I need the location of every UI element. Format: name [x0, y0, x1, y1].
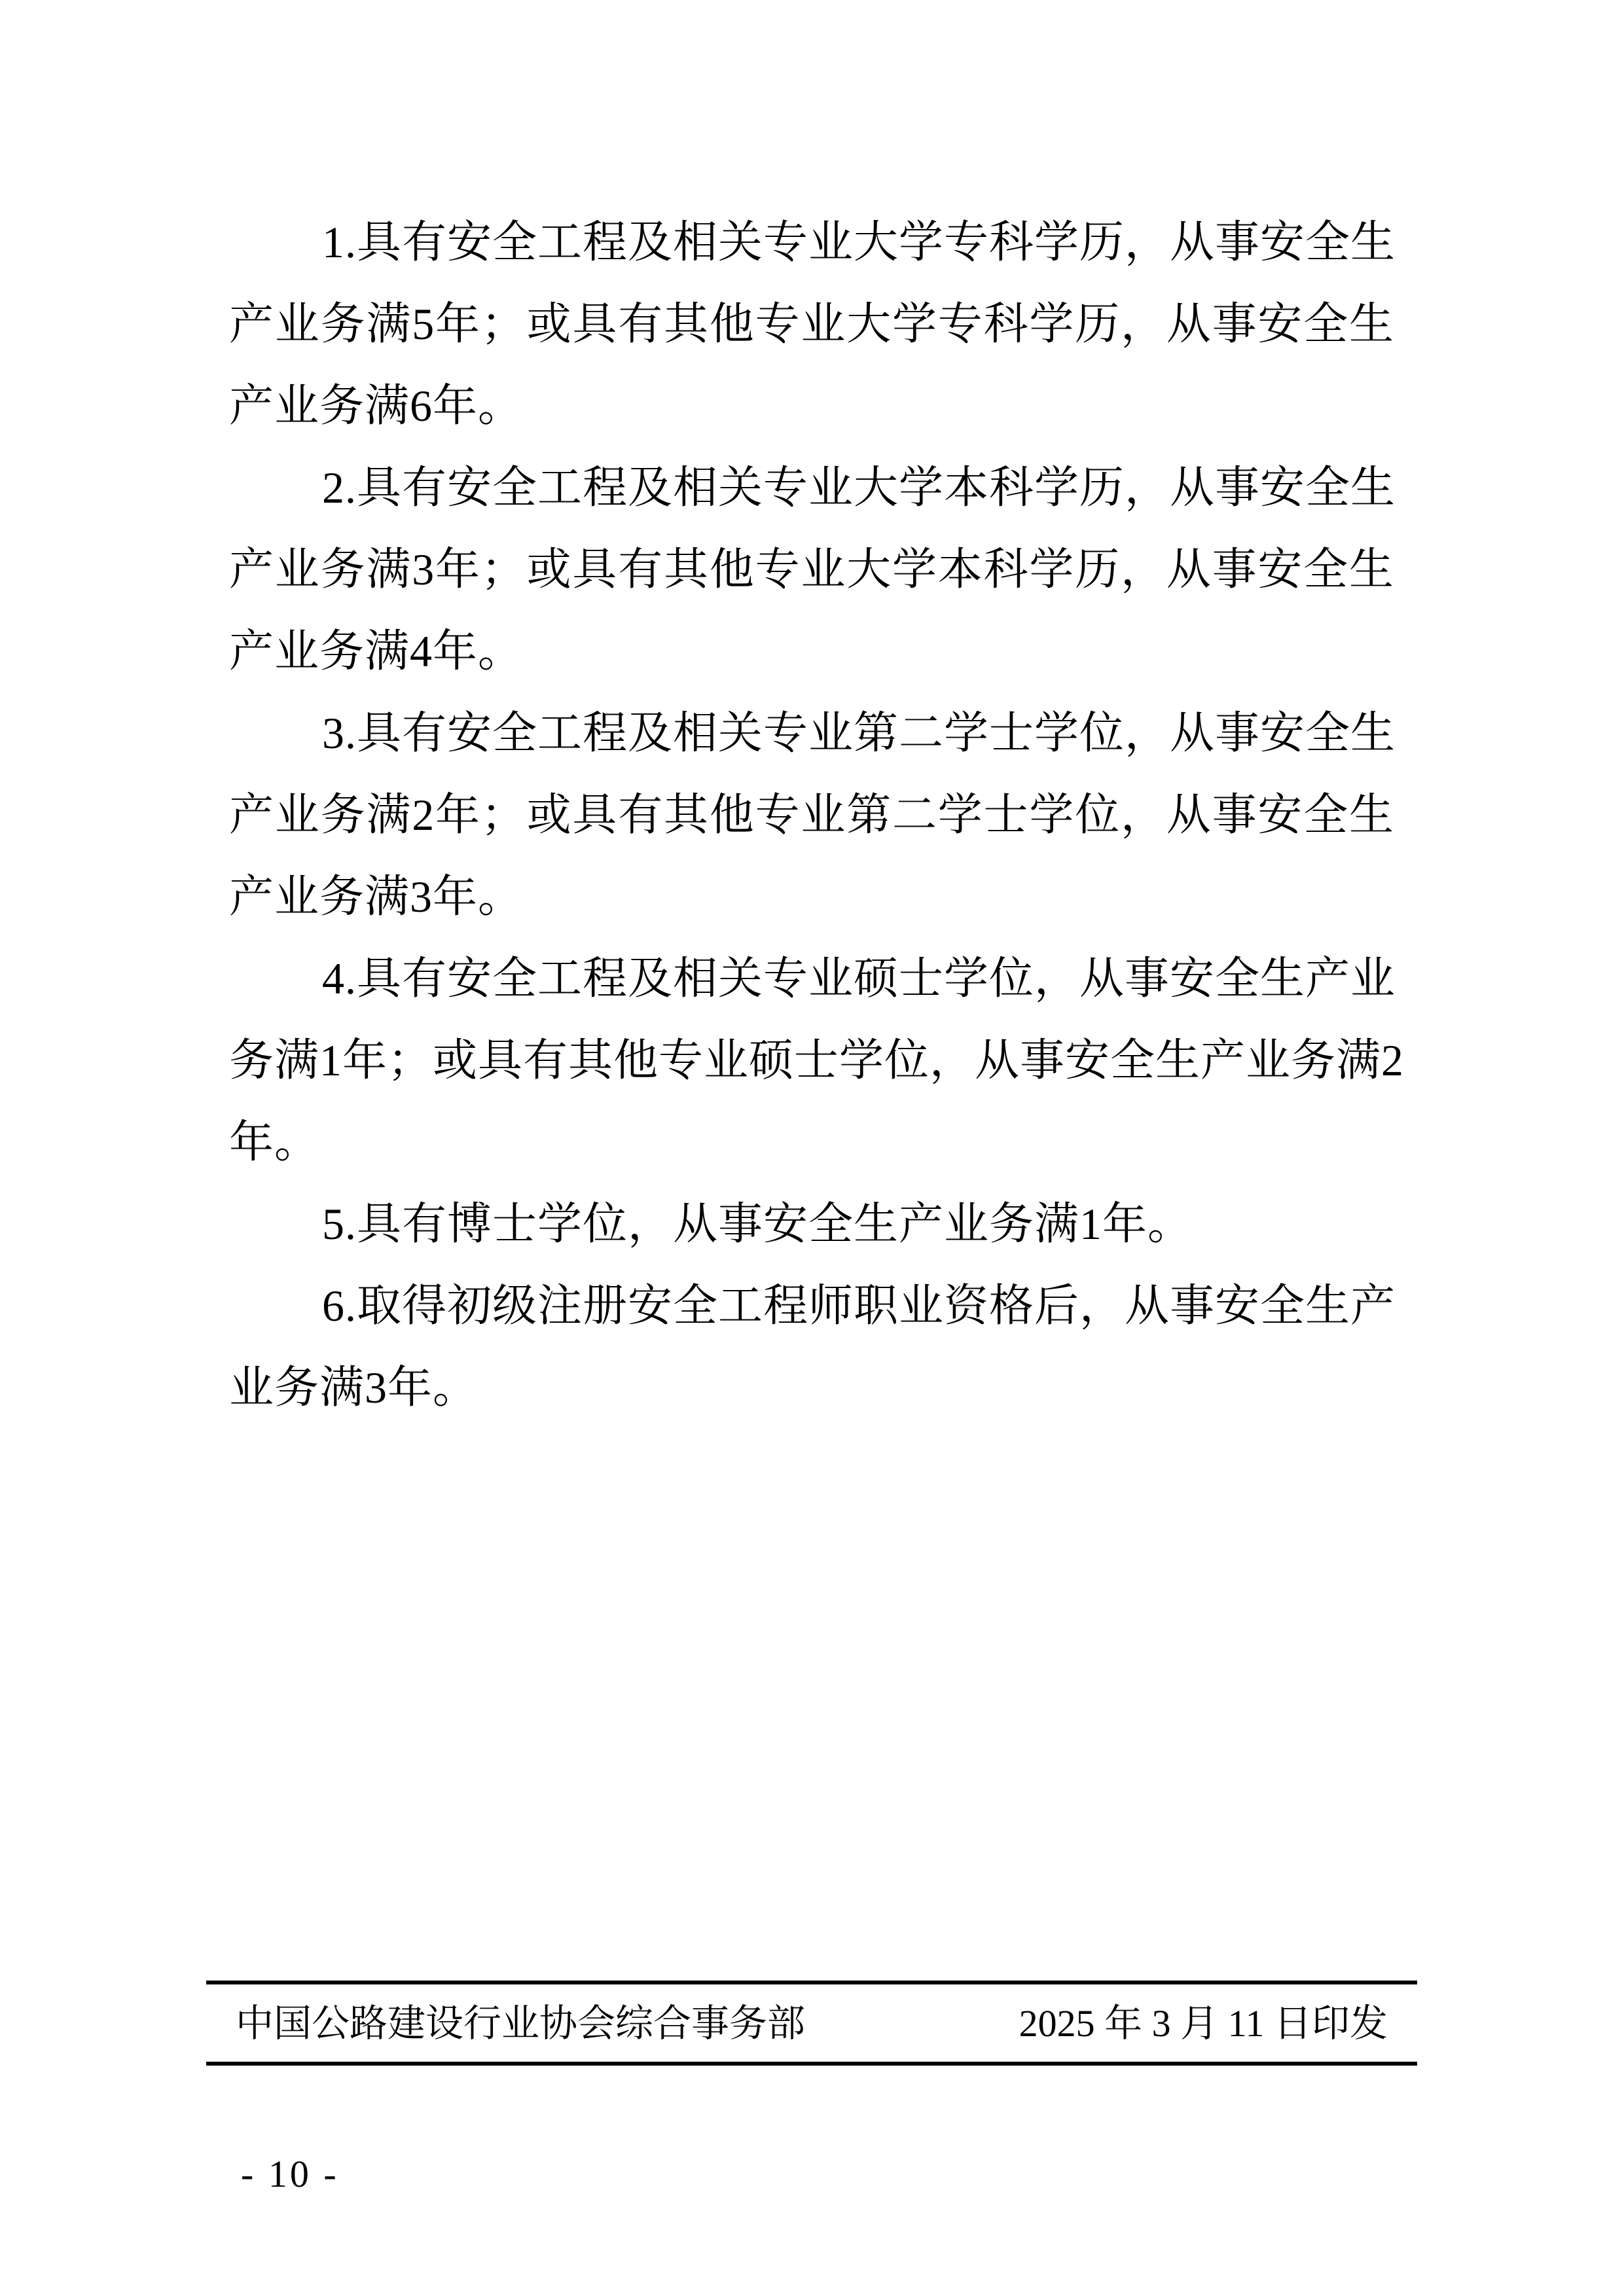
paragraph-4-line-3: 年。 [229, 1117, 320, 1167]
paragraph-3-line-2: 产业务满2年；或具有其他专业第二学士学位，从事安全生 [229, 790, 1394, 840]
paragraph-5-line-1: 5.具有博士学位，从事安全生产业务满1年。 [322, 1199, 1193, 1249]
page-number: - 10 - [241, 2153, 339, 2195]
paragraph-1-line-1: 1.具有安全工程及相关专业大学专科学历，从事安全生 [322, 217, 1396, 267]
paragraph-3-line-3: 产业务满3年。 [229, 872, 524, 922]
footer-print-date: 2025 年 3 月 11 日印发 [1019, 2002, 1388, 2045]
footer-top-rule [206, 1981, 1417, 1984]
paragraph-1-line-3: 产业务满6年。 [229, 381, 524, 431]
paragraph-1-line-2: 产业务满5年；或具有其他专业大学专科学历，从事安全生 [229, 299, 1394, 349]
paragraph-2-line-1: 2.具有安全工程及相关专业大学本科学历，从事安全生 [322, 463, 1396, 512]
paragraph-2 [229, 447, 1394, 692]
paragraph-4-line-2: 务满1年；或具有其他专业硕士学位，从事安全生产业务满2 [229, 1035, 1405, 1085]
footer-bottom-rule [206, 2062, 1417, 2066]
paragraph-6-line-2: 业务满3年。 [229, 1363, 478, 1412]
footer-issuer: 中国公路建设行业协会综合事务部 [236, 2002, 806, 2045]
paragraph-6-line-1: 6.取得初级注册安全工程师职业资格后，从事安全生产 [322, 1281, 1396, 1331]
paragraph-2-line-3: 产业务满4年。 [229, 626, 524, 676]
paragraph-4 [229, 938, 1405, 1183]
paragraph-3 [229, 692, 1394, 938]
paragraph-4-line-1: 4.具有安全工程及相关专业硕士学位，从事安全生产业 [322, 954, 1396, 1003]
paragraph-5 [229, 1183, 1394, 1265]
paragraph-2-line-2: 产业务满3年；或具有其他专业大学本科学历，从事安全生 [229, 545, 1394, 594]
paragraph-3-line-1: 3.具有安全工程及相关专业第二学士学位，从事安全生 [322, 708, 1396, 758]
footer-row [236, 2004, 1388, 2043]
paragraph-6 [229, 1265, 1394, 1429]
document-body [229, 202, 1405, 1429]
paragraph-1 [229, 202, 1394, 447]
